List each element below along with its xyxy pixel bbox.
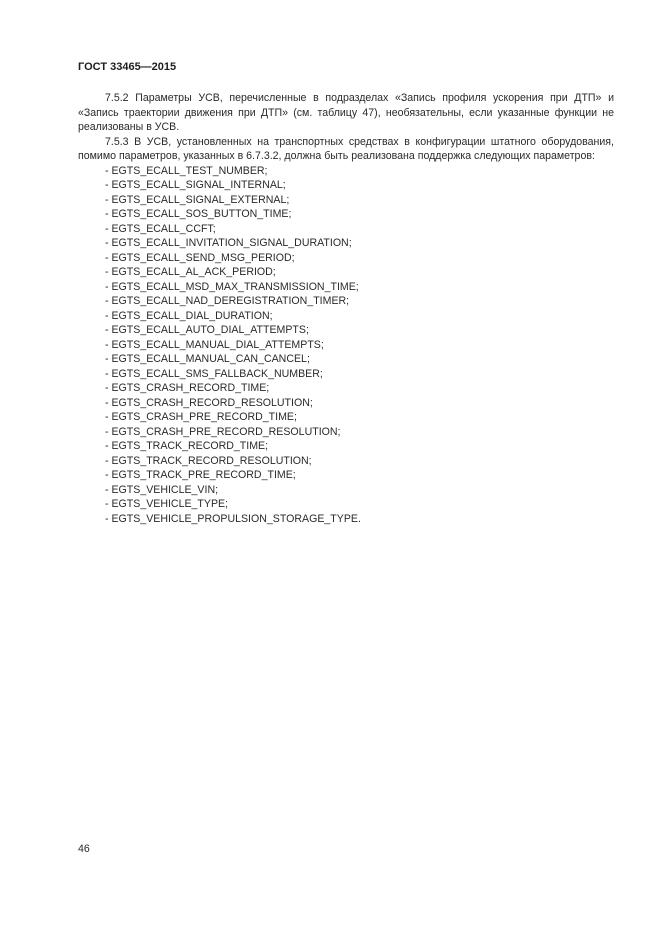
parameter-item: - EGTS_ECALL_SIGNAL_INTERNAL; [105, 179, 286, 191]
parameter-item: - EGTS_TRACK_RECORD_RESOLUTION; [105, 454, 312, 467]
parameter-item: - EGTS_ECALL_MANUAL_DIAL_ATTEMPTS; [105, 338, 324, 351]
parameter-list [78, 164, 614, 527]
parameter-item: - EGTS_CRASH_PRE_RECORD_TIME; [105, 411, 297, 423]
parameter-item: - EGTS_ECALL_SIGNAL_EXTERNAL; [105, 193, 290, 206]
page-number: 46 [78, 843, 90, 855]
document-header: ГОСТ 33465—2015 [78, 61, 177, 73]
parameter-item: - EGTS_CRASH_PRE_RECORD_RESOLUTION; [105, 425, 341, 438]
parameter-item: - EGTS_ECALL_AL_ACK_PERIOD; [105, 266, 276, 278]
parameter-item: - EGTS_ECALL_SOS_BUTTON_TIME; [105, 208, 292, 220]
parameter-item: - EGTS_ECALL_AUTO_DIAL_ATTEMPTS; [105, 324, 309, 336]
parameter-item: - EGTS_ECALL_MANUAL_CAN_CANCEL; [105, 353, 310, 365]
parameter-item: - EGTS_ECALL_CCFT; [105, 222, 216, 235]
parameter-item: - EGTS_ECALL_INVITATION_SIGNAL_DURATION; [105, 237, 352, 249]
parameter-item: - EGTS_ECALL_DIAL_DURATION; [105, 309, 273, 322]
parameter-item: - EGTS_ECALL_TEST_NUMBER; [105, 164, 268, 177]
parameter-item: - EGTS_ECALL_MSD_MAX_TRANSMISSION_TIME; [105, 280, 359, 293]
parameter-item: - EGTS_TRACK_PRE_RECORD_TIME; [105, 469, 296, 481]
parameter-item: - EGTS_CRASH_RECORD_TIME; [105, 382, 270, 394]
parameter-item: - EGTS_VEHICLE_VIN; [105, 483, 219, 496]
paragraph-7-5-3: 7.5.3 В УСВ, установленных на транспортных средствах в конфигурации штатного оборудования, помимо параметров, указанных в 6.7.3.2, должна быть реализована поддержка следующих параметров: [78, 135, 614, 162]
parameter-item: - EGTS_VEHICLE_TYPE; [105, 498, 229, 510]
parameter-item: - EGTS_TRACK_RECORD_TIME; [105, 440, 269, 452]
parameter-item: - EGTS_CRASH_RECORD_RESOLUTION; [105, 396, 313, 409]
parameter-item: - EGTS_ECALL_NAD_DEREGISTRATION_TIMER; [105, 295, 350, 307]
parameter-item: - EGTS_VEHICLE_PROPULSION_STORAGE_TYPE. [105, 512, 361, 525]
paragraph-7-5-2: 7.5.2 Параметры УСВ, перечисленные в подразделах «Запись профиля ускорения при ДТП» и «Запись траектории движения при ДТП» (см. таблицу 47), необязательны, если указанные функции не реализованы в УСВ. [78, 92, 614, 133]
parameter-item: - EGTS_ECALL_SMS_FALLBACK_NUMBER; [105, 367, 323, 380]
parameter-item: - EGTS_ECALL_SEND_MSG_PERIOD; [105, 251, 295, 264]
document-body [78, 91, 614, 526]
